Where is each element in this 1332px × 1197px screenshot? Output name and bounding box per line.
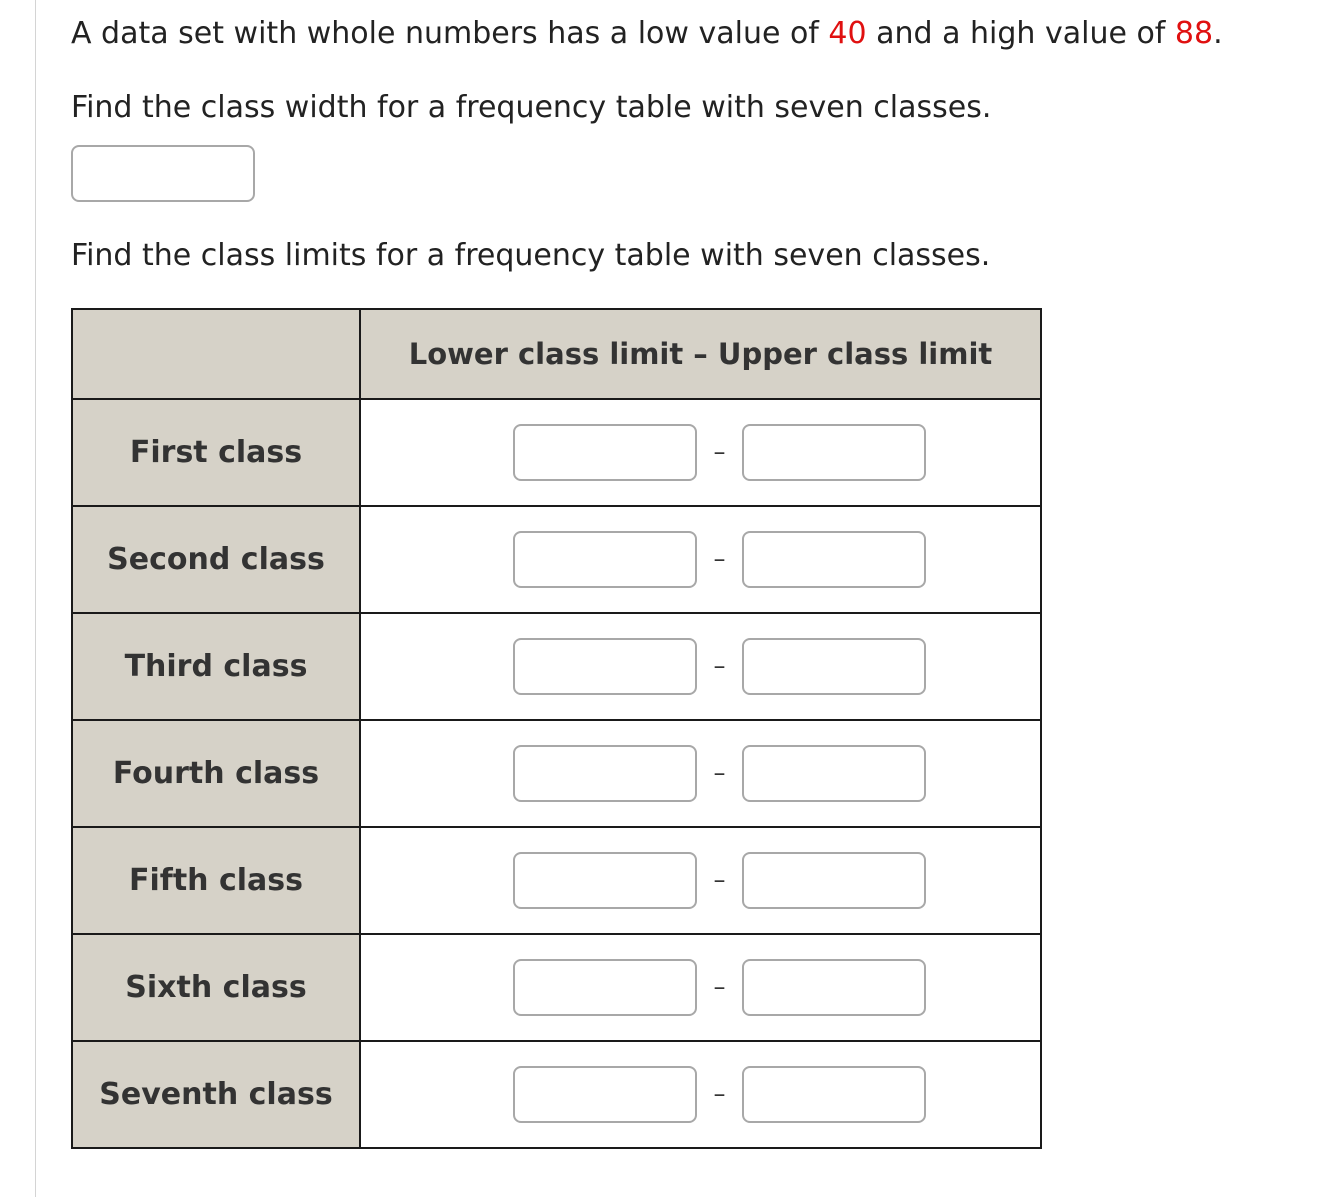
- third-class-label: Third class: [72, 613, 360, 720]
- table-row-first-class: [72, 399, 1041, 506]
- seventh-class-upper-limit-input[interactable]: [742, 1066, 926, 1123]
- third-class-upper-limit-input[interactable]: [742, 638, 926, 695]
- table-row-second-class: [72, 506, 1041, 613]
- low-value: 40: [828, 16, 867, 51]
- question-prompt-values: [71, 14, 1223, 54]
- third-class-limits-cell: [360, 613, 1041, 720]
- sixth-class-limit-separator: –: [713, 973, 726, 1001]
- first-class-limits-cell: [360, 399, 1041, 506]
- second-class-lower-limit-input[interactable]: [513, 531, 697, 588]
- sixth-class-limits-cell: [360, 934, 1041, 1041]
- first-class-limit-separator: –: [713, 438, 726, 466]
- third-class-limits-group: [361, 638, 1040, 695]
- table-header-row: [72, 309, 1041, 399]
- first-class-lower-limit-input[interactable]: [513, 424, 697, 481]
- seventh-class-limits-cell: [360, 1041, 1041, 1148]
- second-class-upper-limit-input[interactable]: [742, 531, 926, 588]
- prompt-text-start: A data set with whole numbers has a low value of: [71, 16, 829, 51]
- fifth-class-upper-limit-input[interactable]: [742, 852, 926, 909]
- second-class-limit-separator: –: [713, 545, 726, 573]
- seventh-class-limit-separator: –: [713, 1080, 726, 1108]
- fifth-class-limit-separator: –: [713, 866, 726, 894]
- first-class-limits-group: [361, 424, 1040, 481]
- fourth-class-limit-separator: –: [713, 759, 726, 787]
- header-empty-cell: [72, 309, 360, 399]
- header-limits-cell: Lower class limit – Upper class limit: [360, 309, 1041, 399]
- fifth-class-lower-limit-input[interactable]: [513, 852, 697, 909]
- seventh-class-lower-limit-input[interactable]: [513, 1066, 697, 1123]
- high-value: 88: [1174, 16, 1214, 51]
- fourth-class-label: Fourth class: [72, 720, 360, 827]
- sixth-class-upper-limit-input[interactable]: [742, 959, 926, 1016]
- fourth-class-limits-cell: [360, 720, 1041, 827]
- sixth-class-label: Sixth class: [72, 934, 360, 1041]
- left-page-rule: [35, 0, 36, 1197]
- prompt-text-middle: and a high value of: [866, 16, 1175, 51]
- class-width-input[interactable]: [71, 145, 255, 202]
- fourth-class-lower-limit-input[interactable]: [513, 745, 697, 802]
- first-class-upper-limit-input[interactable]: [742, 424, 926, 481]
- table-row-fourth-class: [72, 720, 1041, 827]
- first-class-label: First class: [72, 399, 360, 506]
- table-row-third-class: [72, 613, 1041, 720]
- seventh-class-label: Seventh class: [72, 1041, 360, 1148]
- class-limits-table: [71, 308, 1042, 1149]
- fifth-class-label: Fifth class: [72, 827, 360, 934]
- second-class-label: Second class: [72, 506, 360, 613]
- second-class-limits-group: [361, 531, 1040, 588]
- table-row-seventh-class: [72, 1041, 1041, 1148]
- sixth-class-limits-group: [361, 959, 1040, 1016]
- prompt-text-end: .: [1213, 16, 1223, 51]
- fourth-class-limits-group: [361, 745, 1040, 802]
- seventh-class-limits-group: [361, 1066, 1040, 1123]
- third-class-limit-separator: –: [713, 652, 726, 680]
- table-row-sixth-class: [72, 934, 1041, 1041]
- third-class-lower-limit-input[interactable]: [513, 638, 697, 695]
- sixth-class-lower-limit-input[interactable]: [513, 959, 697, 1016]
- second-class-limits-cell: [360, 506, 1041, 613]
- table-row-fifth-class: [72, 827, 1041, 934]
- class-limits-prompt: Find the class limits for a frequency table with seven classes.: [71, 238, 991, 273]
- fourth-class-upper-limit-input[interactable]: [742, 745, 926, 802]
- fifth-class-limits-group: [361, 852, 1040, 909]
- class-width-prompt: Find the class width for a frequency table with seven classes.: [71, 90, 992, 125]
- fifth-class-limits-cell: [360, 827, 1041, 934]
